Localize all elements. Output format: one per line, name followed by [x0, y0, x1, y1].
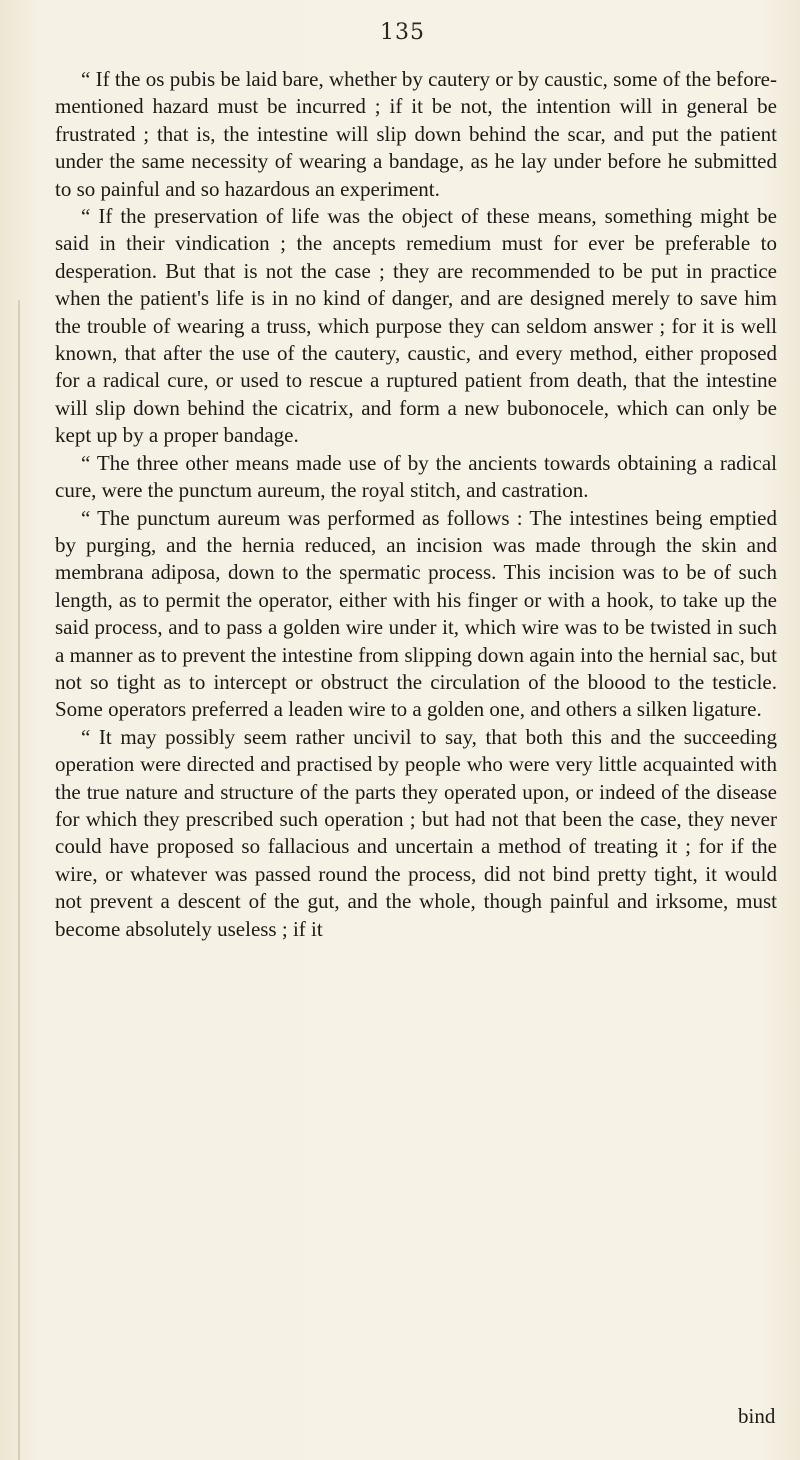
paragraph-1: “ If the os pubis be laid bare, whether by cautery or by caustic, some of the before-mentioned hazard must be incurred ; if it be not, the intention will in general be frustrated ; that is, the intestine will slip down behind the scar, and put the patient under the same necessity of wearing a bandage, as he lay under before he submitted to so painful and so hazardous an experiment. — [55, 67, 777, 201]
paragraph-5: “ It may possibly seem rather uncivil to say, that both this and the succeeding operation were directed and practised by people who were very little acquainted with the true nature and structure of the parts they operated upon, or indeed of the disease for which they prescribed such operation ; but had not that been the case, they never could have proposed so fallacious and uncertain a method of treating it ; for if the wire, or whatever was passed round the process, did not bind pretty tight, it would not prevent a descent of the gut, and the whole, though painful and irksome, must become absolutely useless ; if it — [55, 724, 777, 941]
paragraph-3: “ The three other means made use of by the ancients towards obtaining a radical cure, were the punctum aureum, the royal stitch, and castration. — [55, 450, 777, 503]
catchword: bind — [738, 1404, 776, 1428]
body-text — [55, 66, 777, 943]
paragraph-4: “ The punctum aureum was performed as follows : The intestines being emptied by purging, and the hernia reduced, an incision was made through the skin and membrana adiposa, down to the spermatic process. This incision was to be of such length, as to permit the operator, either with his finger or with a hook, to take up the said process, and to pass a golden wire under it, which wire was to be twisted in such a manner as to prevent the intestine from slipping down again into the hernial sac, but not so tight as to intercept or obstruct the circulation of the bloood to the testicle. Some operators preferred a leaden wire to a golden one, and others a silken ligature. — [55, 505, 777, 722]
binding-edge — [18, 300, 20, 1460]
paragraph-2: “ If the preservation of life was the object of these means, something might be said in their vindication ; the ancepts remedium must for ever be preferable to desperation. But that is not the case ; they are recommended to be put in practice when the patient's life is in no kind of danger, and are designed merely to save him the trouble of wearing a truss, which purpose they can seldom answer ; for it is well known, that after the use of the cautery, caustic, and every method, either proposed for a radical cure, or used to rescue a ruptured patient from death, that the intestine will slip down behind the cicatrix, and form a new bubonocele, which can only be kept up by a proper bandage. — [55, 204, 777, 448]
page-number: 135 — [380, 20, 425, 45]
